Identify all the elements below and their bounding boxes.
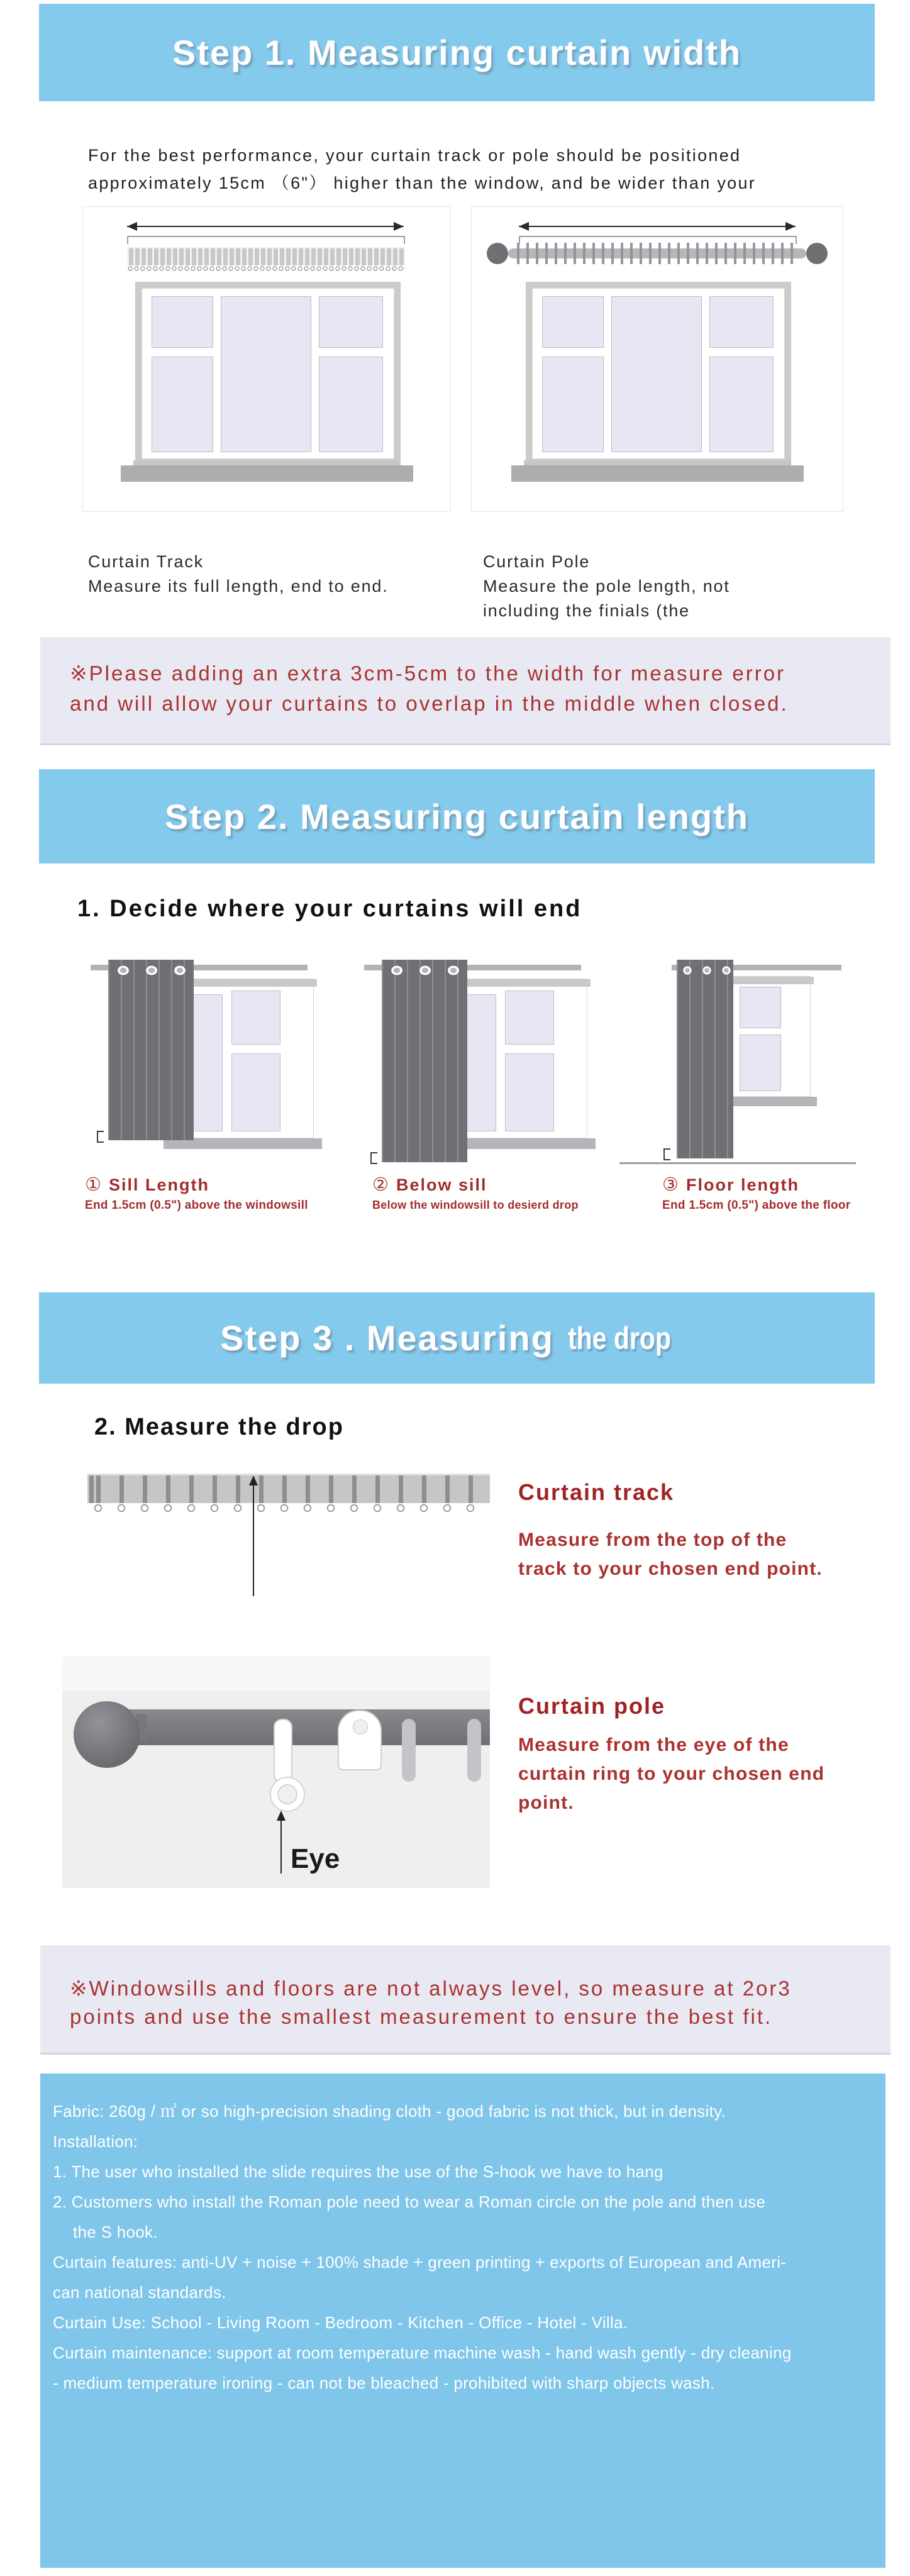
pole-ring bbox=[467, 1719, 481, 1782]
step3-banner-title: Step 3 . Measuring bbox=[220, 1318, 554, 1358]
track-hook-rings bbox=[127, 265, 405, 272]
step2-banner-title: Step 2. Measuring curtain length bbox=[164, 796, 750, 836]
detail-line: Installation: bbox=[53, 2132, 138, 2151]
window-sill-step bbox=[524, 460, 791, 465]
measure-up-arrow bbox=[253, 1484, 254, 1596]
window-illustration bbox=[526, 282, 791, 465]
pole-desc-line: Measure from the eye of the bbox=[518, 1735, 789, 1755]
window-sill bbox=[511, 465, 804, 482]
floor-line bbox=[619, 1162, 856, 1164]
option3-title: Floor length bbox=[686, 1175, 799, 1194]
window-pane bbox=[709, 296, 774, 348]
option2-title: Below sill bbox=[396, 1175, 487, 1194]
window-illustration bbox=[135, 282, 401, 465]
curtain-option-sill-length bbox=[88, 960, 327, 1177]
step1-banner bbox=[39, 4, 875, 101]
pole-ball-finial bbox=[74, 1701, 140, 1768]
window-sill bbox=[121, 465, 413, 482]
window-pane bbox=[231, 1053, 280, 1131]
window-pane bbox=[709, 357, 774, 452]
pole-finial-right bbox=[806, 243, 828, 264]
track-band bbox=[87, 1474, 490, 1503]
option1-number: ① bbox=[85, 1175, 103, 1195]
detail-line: Fabric: 260g / ㎡ or so high-precision shading cloth - good fabric is not thick, but in density. bbox=[53, 2102, 726, 2121]
pole-photo-illustration bbox=[62, 1656, 490, 1888]
pole-heading: Curtain pole bbox=[518, 1693, 666, 1719]
end-point-bracket bbox=[370, 1152, 377, 1164]
pole-wall-bracket bbox=[338, 1710, 382, 1770]
window-pane bbox=[505, 1053, 554, 1131]
window-sill-step bbox=[133, 460, 401, 465]
detail-line: - medium temperature ironing - can not be bleached - prohibited with sharp objects wash. bbox=[53, 2373, 715, 2392]
window-pane bbox=[542, 357, 604, 452]
curtain-panel bbox=[108, 960, 194, 1140]
window-pane bbox=[319, 296, 383, 348]
curtain-pole-diagram bbox=[471, 206, 843, 512]
option1-caption bbox=[85, 1174, 209, 1196]
track-strip-illustration bbox=[87, 1470, 490, 1602]
caption-line: Measure the pole length, not bbox=[483, 577, 730, 596]
highlighted-ring bbox=[274, 1719, 292, 1783]
intro-line: For the best performance, your curtain track or pole should be positioned bbox=[88, 146, 741, 165]
pole-desc-line: point. bbox=[518, 1792, 574, 1813]
pole-desc-line: curtain ring to your chosen end bbox=[518, 1763, 825, 1784]
caption-curtain-pole bbox=[483, 550, 730, 623]
step2-banner bbox=[39, 769, 875, 863]
curtain-track-illustration bbox=[127, 247, 405, 265]
window-illustration bbox=[447, 979, 587, 1138]
option3-number: ③ bbox=[662, 1175, 680, 1195]
pole-description bbox=[518, 1731, 824, 1818]
step2-heading: 1. Decide where your curtains will end bbox=[77, 896, 582, 922]
product-details-panel bbox=[40, 2074, 885, 2568]
pole-rings bbox=[517, 243, 797, 264]
window-frame bbox=[532, 288, 785, 459]
eye-arrow bbox=[280, 1819, 282, 1874]
note-line: points and use the smallest measurement to ensure the best fit. bbox=[70, 2005, 773, 2028]
track-heading: Curtain track bbox=[518, 1479, 675, 1505]
caption-line: including the finials (the bbox=[483, 601, 690, 620]
pole-bar bbox=[123, 1709, 490, 1745]
detail-line: Curtain features: anti-UV + noise + 100% shade + green printing + exports of European and Ameri- bbox=[53, 2253, 787, 2272]
level-measure-note bbox=[40, 1945, 891, 2055]
option2-subcaption: Below the windowsill to desierd drop bbox=[372, 1199, 579, 1211]
note-line: ※Please adding an extra 3cm-5cm to the width for measure error bbox=[70, 662, 786, 685]
window-pane bbox=[231, 991, 280, 1045]
step3-heading: 2. Measure the drop bbox=[94, 1414, 344, 1440]
option2-number: ② bbox=[372, 1175, 390, 1195]
intro-line: approximately 15cm （6"） higher than the window, and be wider than your bbox=[88, 174, 757, 192]
track-desc-line: Measure from the top of the bbox=[518, 1530, 787, 1550]
step3-banner bbox=[39, 1292, 875, 1384]
curtain-track-diagram bbox=[82, 206, 451, 512]
option1-title: Sill Length bbox=[109, 1175, 209, 1194]
step1-intro bbox=[88, 142, 756, 197]
detail-line: Curtain maintenance: support at room temperature machine wash - hand wash gently - dry cleaning bbox=[53, 2343, 792, 2362]
width-measure-note bbox=[40, 637, 891, 745]
curtain-panel bbox=[677, 960, 733, 1158]
eye-ring bbox=[271, 1778, 304, 1811]
detail-line: can national standards. bbox=[53, 2283, 226, 2302]
note-line: ※Windowsills and floors are not always level, so measure at 2or3 bbox=[70, 1977, 792, 2000]
window-pane bbox=[611, 296, 702, 452]
caption-curtain-track bbox=[88, 550, 389, 599]
curtain-option-below-sill bbox=[362, 960, 601, 1177]
track-description bbox=[518, 1526, 823, 1584]
window-pane bbox=[319, 357, 383, 452]
curtain-option-floor-length bbox=[619, 960, 858, 1177]
pole-ring bbox=[402, 1719, 416, 1782]
window-pane bbox=[740, 1035, 781, 1091]
detail-line: Curtain Use: School - Living Room - Bedroom - Kitchen - Office - Hotel - Villa. bbox=[53, 2313, 628, 2332]
curtain-panel bbox=[382, 960, 467, 1162]
pole-finial-left bbox=[487, 243, 508, 264]
detail-line: 2. Customers who install the Roman pole need to wear a Roman circle on the pole and then use bbox=[53, 2192, 766, 2211]
option3-subcaption: End 1.5cm (0.5") above the floor bbox=[662, 1199, 851, 1212]
detail-line: the S hook. bbox=[73, 2223, 158, 2241]
window-frame bbox=[141, 288, 394, 459]
note-line: and will allow your curtains to overlap in the middle when closed. bbox=[70, 692, 789, 715]
track-rings bbox=[87, 1503, 490, 1514]
window-illustration bbox=[173, 979, 314, 1138]
eye-label: Eye bbox=[291, 1843, 340, 1874]
window-pane bbox=[221, 296, 311, 452]
window-pane bbox=[152, 357, 213, 452]
option3-caption bbox=[662, 1174, 799, 1196]
end-point-bracket bbox=[663, 1148, 670, 1160]
option2-caption bbox=[372, 1174, 487, 1196]
option1-subcaption: End 1.5cm (0.5") above the windowsill bbox=[85, 1199, 308, 1212]
caption-title: Curtain Pole bbox=[483, 552, 591, 571]
window-pane bbox=[740, 987, 781, 1028]
width-arrow bbox=[127, 226, 404, 227]
window-pane bbox=[152, 296, 213, 348]
step1-banner-title: Step 1. Measuring curtain width bbox=[172, 33, 742, 72]
step3-banner-subtitle: the drop bbox=[567, 1320, 671, 1356]
measure-bracket bbox=[127, 236, 405, 244]
window-pane bbox=[542, 296, 604, 348]
window-pane bbox=[505, 991, 554, 1045]
width-arrow bbox=[519, 226, 796, 227]
track-desc-line: track to your chosen end point. bbox=[518, 1558, 823, 1579]
caption-line: Measure its full length, end to end. bbox=[88, 577, 389, 596]
caption-title: Curtain Track bbox=[88, 552, 204, 571]
end-point-bracket bbox=[97, 1131, 104, 1143]
detail-line: 1. The user who installed the slide requires the use of the S-hook we have to hang bbox=[53, 2162, 663, 2181]
